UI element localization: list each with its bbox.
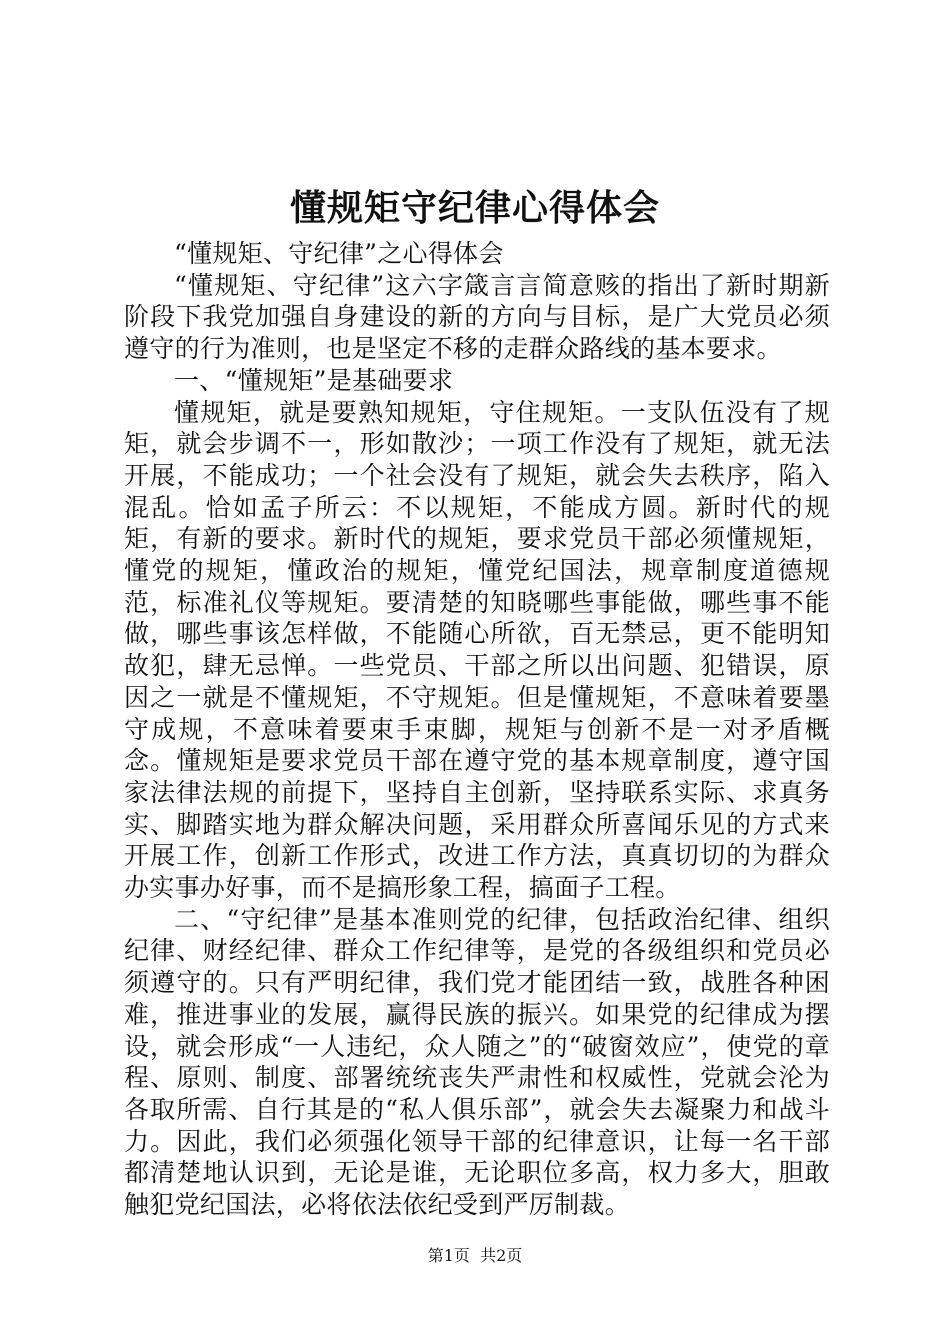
document-subtitle: “懂规矩、守纪律”之心得体会 [174, 239, 504, 268]
section-paragraph-1: 懂规矩，就是要熟知规矩，守住规矩。一支队伍没有了规矩，就会步调不一，形如散沙；一项工作没有了规矩，就无法开展，不能成功；一个社会没有了规矩，就会失去秩序，陷入混乱。恰如孟子所云：不以规矩，不能成方圆。新时代的规矩，有新的要求。新时代的规矩，要求党员干部必须懂规矩，懂党的规矩，懂政治的规矩，懂党纪国法，规章制度道德规范，标准礼仪等规矩。要清楚的知晓哪些事能做，哪些事不能做，哪些事该怎样做，不能随心所欲，百无禁忌，更不能明知故犯，肆无忌惮。一些党员、干部之所以出问题、犯错误，原因之一就是不懂规矩，不守规矩。但是懂规矩，不意味着要墨守成规，不意味着要束手束脚，规矩与创新不是一对矛盾概念。懂规矩是要求党员干部在遵守党的基本规章制度，遵守国家法律法规的前提下，坚持自主创新，坚持联系实际、求真务实、脚踏实地为群众解决问题，采用群众所喜闻乐见的方式来开展工作，创新工作形式，改进工作方法，真真切切的为群众办实事办好事，而不是搞形象工程，搞面子工程。 [124, 397, 830, 903]
document-body [124, 238, 830, 1221]
page-number: 第1页 [427, 1246, 470, 1265]
intro-paragraph: “懂规矩、守纪律”这六字箴言言简意赅的指出了新时期新阶段下我党加强自身建设的新的方向与目标，是广大党员必须遵守的行为准则，也是坚定不移的走群众路线的基本要求。 [124, 270, 830, 364]
section-paragraph-2: 二、“守纪律”是基本准则党的纪律，包括政治纪律、组织纪律、财经纪律、群众工作纪律等，是党的各级组织和党员必须遵守的。只有严明纪律，我们党才能团结一致，战胜各种困难，推进事业的发展，赢得民族的振兴。如果党的纪律成为摆设，就会形成“一人违纪，众人随之”的“破窗效应”，使党的章程、原则、制度、部署统统丧失严肃性和权威性，党就会沦为各取所需、自行其是的“私人俱乐部”，就会失去凝聚力和战斗力。因此，我们必须强化领导干部的纪律意识，让每一名干部都清楚地认识到，无论是谁，无论职位多高，权力多大，胆敢触犯党纪国法，必将依法依纪受到严厉制裁。 [124, 904, 830, 1220]
page-footer [0, 1245, 950, 1267]
section-heading-1: 一、“懂规矩”是基础要求 [174, 365, 454, 395]
page-total: 共2页 [480, 1246, 523, 1265]
document-title: 懂规矩守纪律心得体会 [289, 187, 660, 229]
